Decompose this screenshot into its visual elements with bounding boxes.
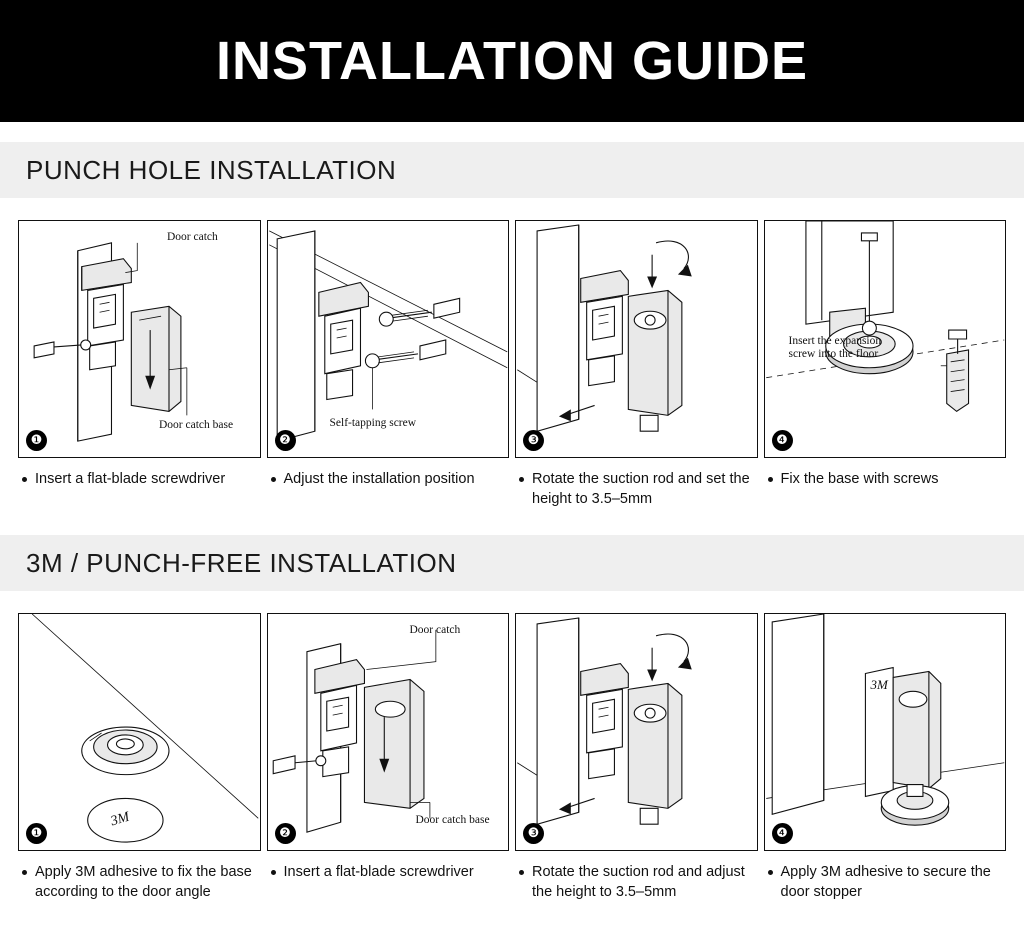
step-figure xyxy=(764,613,1007,851)
bullet-icon xyxy=(271,870,276,875)
step-caption-text: Rotate the suction rod and adjust the height to 3.5–5mm xyxy=(532,864,745,900)
page-banner xyxy=(0,0,1024,122)
step-item xyxy=(515,220,758,509)
step-item xyxy=(18,220,261,509)
step-number-badge: ❷ xyxy=(275,823,296,844)
figure-label: Door catch base xyxy=(159,419,234,431)
step-caption-text: Rotate the suction rod and set the height to 3.5–5mm xyxy=(532,471,750,507)
figure-label: Self-tapping screw xyxy=(329,417,417,429)
step-number-badge: ❶ xyxy=(26,430,47,451)
step-caption-text: Fix the base with screws xyxy=(780,471,939,487)
section-title: PUNCH HOLE INSTALLATION xyxy=(26,154,397,185)
step-figure xyxy=(267,613,510,851)
step-number-badge: ❶ xyxy=(26,823,47,844)
step-number-badge: ❹ xyxy=(772,430,793,451)
figure-label: Door catch xyxy=(409,624,461,637)
diagram-rotate-suction-rod xyxy=(516,221,757,457)
bullet-icon xyxy=(519,870,524,875)
figure-label: Door catch base xyxy=(415,814,490,827)
diagram-apply-3m-adhesive-stopper xyxy=(765,614,1006,850)
diagram-3m-adhesive-base xyxy=(19,614,260,850)
step-figure xyxy=(267,220,510,458)
step-caption xyxy=(267,458,510,490)
step-item xyxy=(515,613,758,902)
step-item xyxy=(764,613,1007,902)
step-caption xyxy=(764,851,1007,902)
step-figure xyxy=(18,613,261,851)
step-caption xyxy=(18,851,261,902)
step-caption-text: Apply 3M adhesive to fix the base according to the door angle xyxy=(35,864,252,900)
bullet-icon xyxy=(768,477,773,482)
spacer-between-sections xyxy=(0,509,1024,535)
section-header-3m-punch-free xyxy=(0,535,1024,591)
spacer-top xyxy=(0,122,1024,142)
step-caption xyxy=(515,851,758,902)
figure-label xyxy=(789,335,882,361)
bullet-icon xyxy=(519,477,524,482)
step-caption xyxy=(764,458,1007,490)
step-figure xyxy=(515,220,758,458)
step-number-badge: ❷ xyxy=(275,430,296,451)
bullet-icon xyxy=(22,477,27,482)
diagram-rotate-suction-rod-3m xyxy=(516,614,757,850)
figure-label-line2: screw into the floor xyxy=(788,348,879,361)
step-item xyxy=(18,613,261,902)
step-number-badge: ❸ xyxy=(523,823,544,844)
section-title: 3M / PUNCH-FREE INSTALLATION xyxy=(26,547,457,578)
spacer-section1 xyxy=(0,198,1024,220)
figure-label-line1: Insert the expansion xyxy=(788,335,882,347)
step-figure xyxy=(515,613,758,851)
step-caption-text: Insert a flat-blade screwdriver xyxy=(283,864,474,881)
step-item xyxy=(764,220,1007,509)
step-grid-3m xyxy=(0,613,1024,902)
step-caption-text: Adjust the installation position xyxy=(283,471,475,487)
step-caption xyxy=(18,458,261,490)
step-caption xyxy=(267,851,510,883)
step-figure xyxy=(764,220,1007,458)
step-figure xyxy=(18,220,261,458)
step-grid-punch-hole xyxy=(0,220,1024,509)
figure-label-3m: 3M xyxy=(870,677,888,693)
step-number-badge: ❹ xyxy=(772,823,793,844)
step-caption-text: Insert a flat-blade screwdriver xyxy=(35,471,226,487)
step-caption xyxy=(515,458,758,509)
step-caption-text: Apply 3M adhesive to secure the door stopper xyxy=(780,864,991,900)
figure-label-3m: 3M xyxy=(109,809,132,830)
bullet-icon xyxy=(22,870,27,875)
bullet-icon xyxy=(271,477,276,482)
spacer-section2 xyxy=(0,591,1024,613)
figure-label: Door catch xyxy=(167,231,218,243)
page-title: INSTALLATION GUIDE xyxy=(216,31,808,91)
step-item xyxy=(267,220,510,509)
bullet-icon xyxy=(768,870,773,875)
step-item xyxy=(267,613,510,902)
step-number-badge: ❸ xyxy=(523,430,544,451)
section-header-punch-hole xyxy=(0,142,1024,198)
